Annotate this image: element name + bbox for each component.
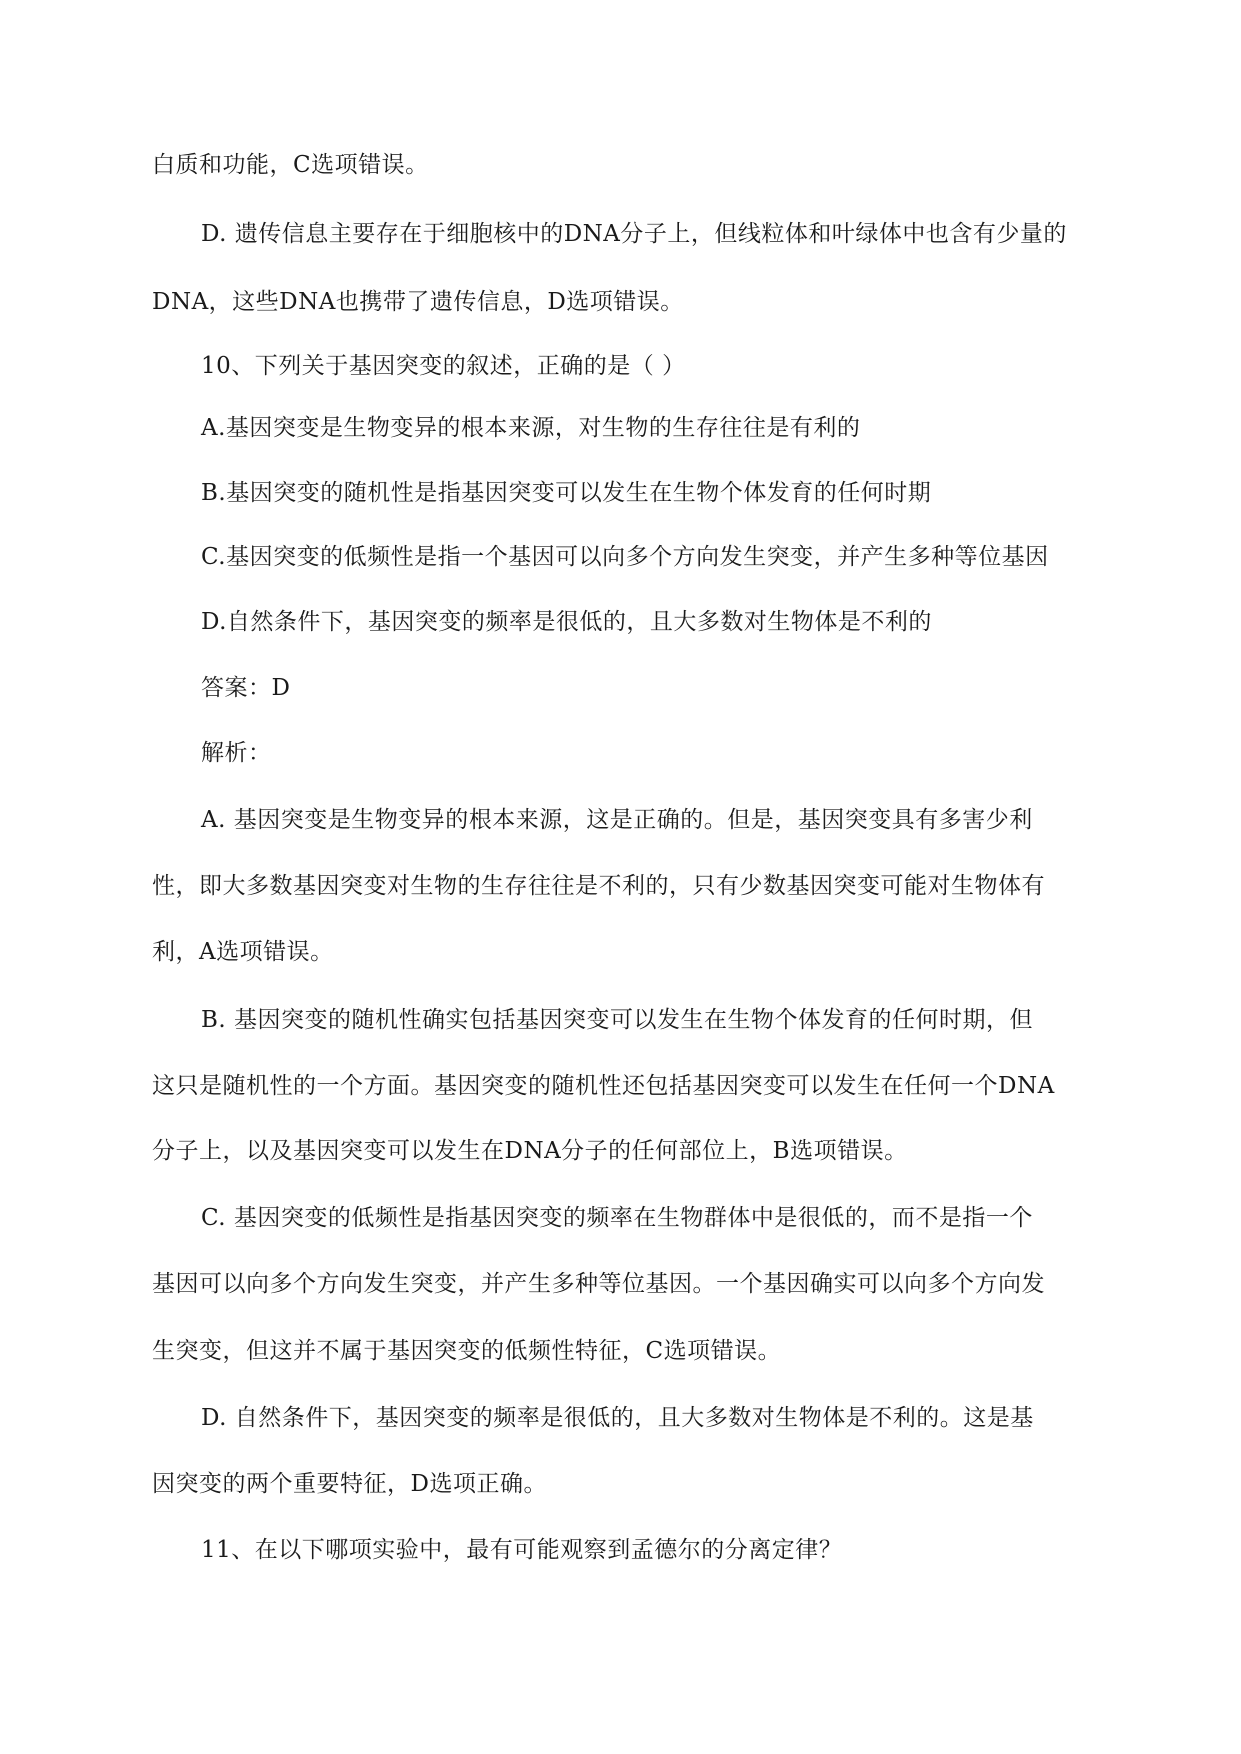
text-line: 性，即大多数基因突变对生物的生存往往是不利的，只有少数基因突变可能对生物体有 <box>152 873 1045 899</box>
option-b: B.基因突变的随机性是指基因突变可以发生在生物个体发育的任何时期 <box>201 480 932 506</box>
option-c: C.基因突变的低频性是指一个基因可以向多个方向发生突变，并产生多种等位基因 <box>201 544 1049 570</box>
text-line: D. 自然条件下，基因突变的频率是很低的，且大多数对生物体是不利的。这是基 <box>201 1405 1034 1431</box>
question-11: 11、在以下哪项实验中，最有可能观察到孟德尔的分离定律？ <box>201 1537 843 1563</box>
text-line: D. 遗传信息主要存在于细胞核中的DNA分子上，但线粒体和叶绿体中也含有少量的 <box>201 221 1067 247</box>
text-line: 分子上，以及基因突变可以发生在DNA分子的任何部位上，B选项错误。 <box>152 1138 908 1164</box>
text-line: A. 基因突变是生物变异的根本来源，这是正确的。但是，基因突变具有多害少利 <box>201 807 1033 833</box>
answer: 答案：D <box>201 675 291 701</box>
text-line: 白质和功能，C选项错误。 <box>152 152 429 178</box>
analysis-heading: 解析： <box>201 740 272 766</box>
text-line: 因突变的两个重要特征，D选项正确。 <box>152 1471 547 1497</box>
text-line: DNA，这些DNA也携带了遗传信息，D选项错误。 <box>152 289 684 315</box>
option-a: A.基因突变是生物变异的根本来源，对生物的生存往往是有利的 <box>201 415 861 441</box>
text-line: 利，A选项错误。 <box>152 939 334 965</box>
text-line: 这只是随机性的一个方面。基因突变的随机性还包括基因突变可以发生在任何一个DNA <box>152 1073 1055 1099</box>
text-line: B. 基因突变的随机性确实包括基因突变可以发生在生物个体发育的任何时期，但 <box>201 1007 1034 1033</box>
text-line: 基因可以向多个方向发生突变，并产生多种等位基因。一个基因确实可以向多个方向发 <box>152 1271 1045 1297</box>
option-d: D.自然条件下，基因突变的频率是很低的，且大多数对生物体是不利的 <box>201 609 932 635</box>
text-line: 生突变，但这并不属于基因突变的低频性特征，C选项错误。 <box>152 1338 782 1364</box>
question-10: 10、下列关于基因突变的叙述，正确的是（ ） <box>201 353 686 379</box>
text-line: C. 基因突变的低频性是指基因突变的频率在生物群体中是很低的，而不是指一个 <box>201 1205 1033 1231</box>
